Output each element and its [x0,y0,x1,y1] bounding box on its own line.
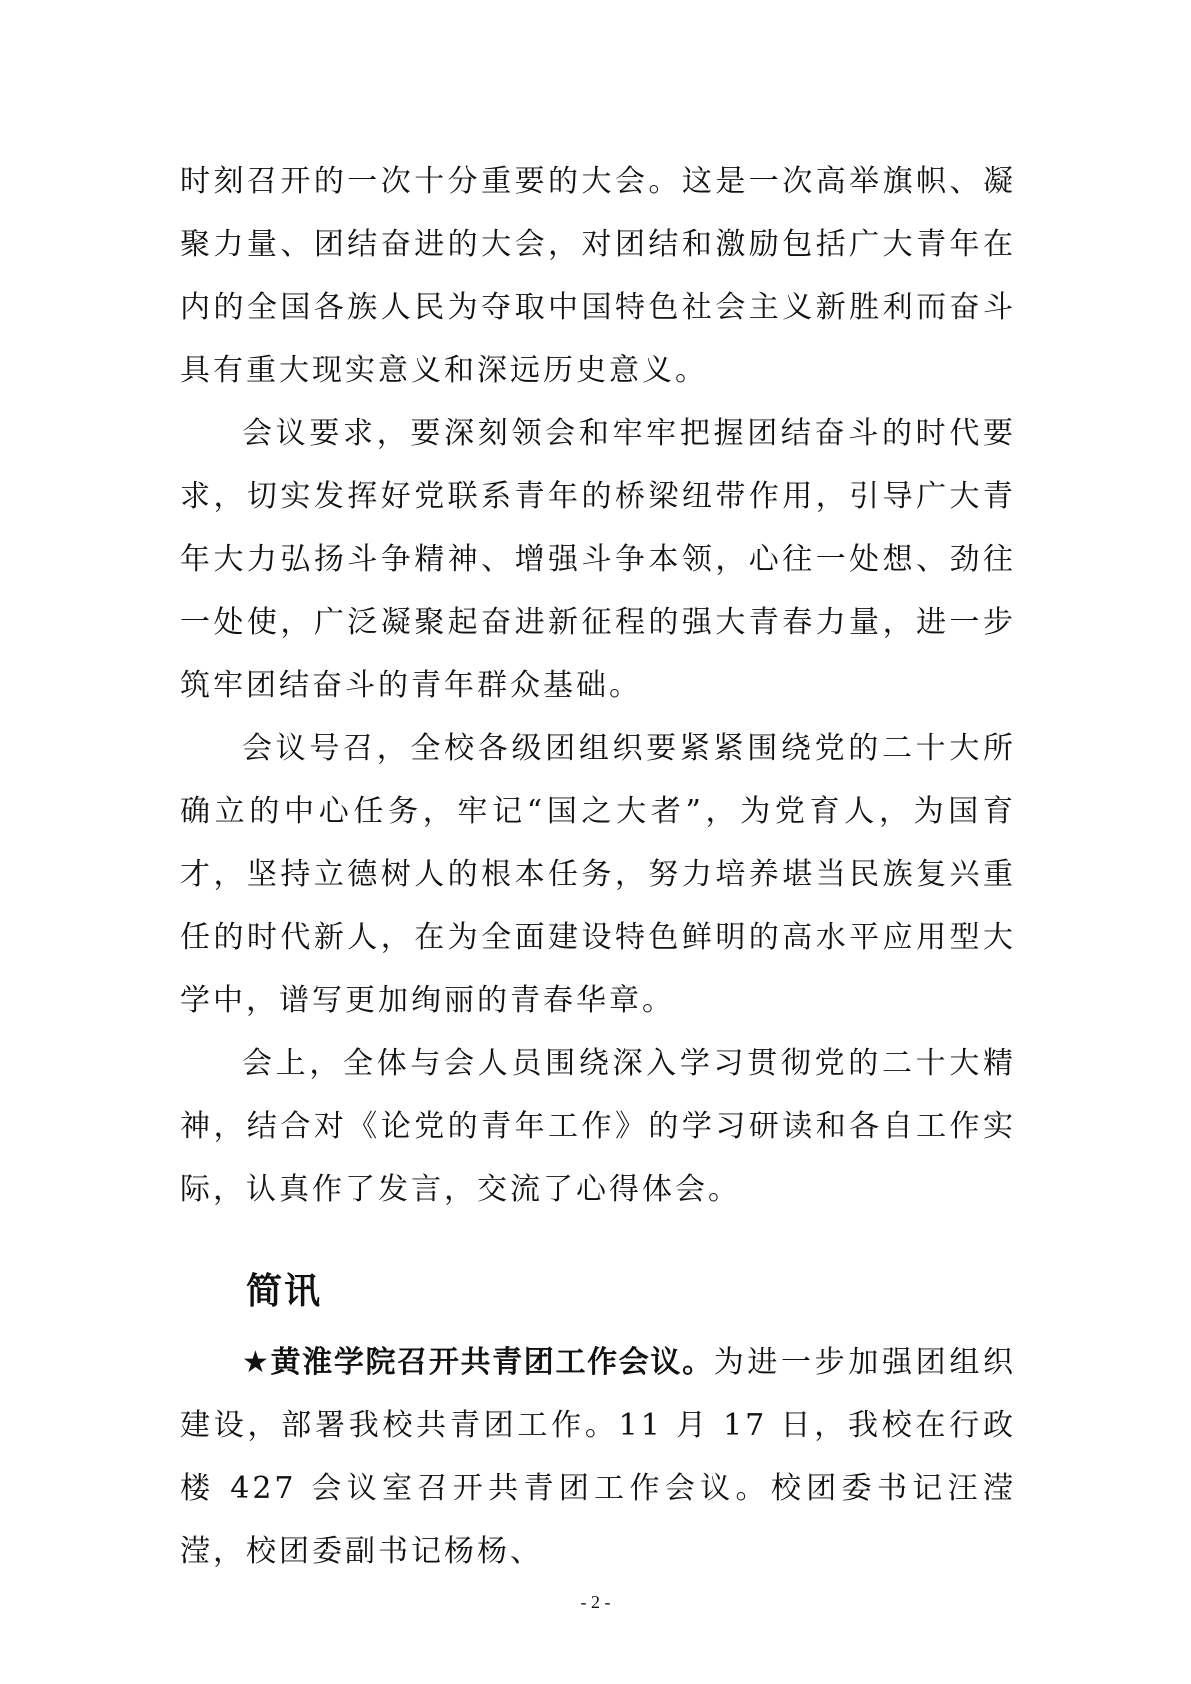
page-number: - 2 - [580,1592,611,1612]
paragraph-meeting-discussion: 会上，全体与会人员围绕深入学习贯彻党的二十大精神，结合对《论党的青年工作》的学习研读和各自工作实际，认真作了发言，交流了心得体会。 [180,1046,1016,1207]
news-item [180,1331,1016,1583]
news-body: 为进一步加强团组织建设，部署我校共青团工作。11 月 17 日，我校在行政楼 427 会议室召开共青团工作会议。校团委书记汪滢滢，校团委副书记杨杨、 [180,1345,1016,1569]
news-headline: ★黄淮学院召开共青团工作会议。 [242,1345,714,1380]
paragraph-meeting-call: 会议号召，全校各级团组织要紧紧围绕党的二十大所确立的中心任务，牢记“国之大者”，为党育人，为国育才，坚持立德树人的根本任务，努力培养堪当民族复兴重任的时代新人，在为全面建设特色鲜明的高水平应用型大学中，谱写更加绚丽的青春华章。 [180,731,1016,1018]
document-body [180,150,1016,1221]
paragraph-meeting-requirements: 会议要求，要深刻领会和牢牢把握团结奋斗的时代要求，切实发挥好党联系青年的桥梁纽带作用，引导广大青年大力弘扬斗争精神、增强斗争本领，心往一处想、劲往一处使，广泛凝聚起奋进新征程的强大青春力量，进一步筑牢团结奋斗的青年群众基础。 [180,416,1016,703]
section-title-briefing: 简讯 [246,1271,323,1312]
paragraph-continuation: 时刻召开的一次十分重要的大会。这是一次高举旗帜、凝聚力量、团结奋进的大会，对团结和激励包括广大青年在内的全国各族人民为夺取中国特色社会主义新胜利而奋斗具有重大现实意义和深远历史意义。 [180,164,1016,388]
news-paragraph [180,1331,1016,1583]
